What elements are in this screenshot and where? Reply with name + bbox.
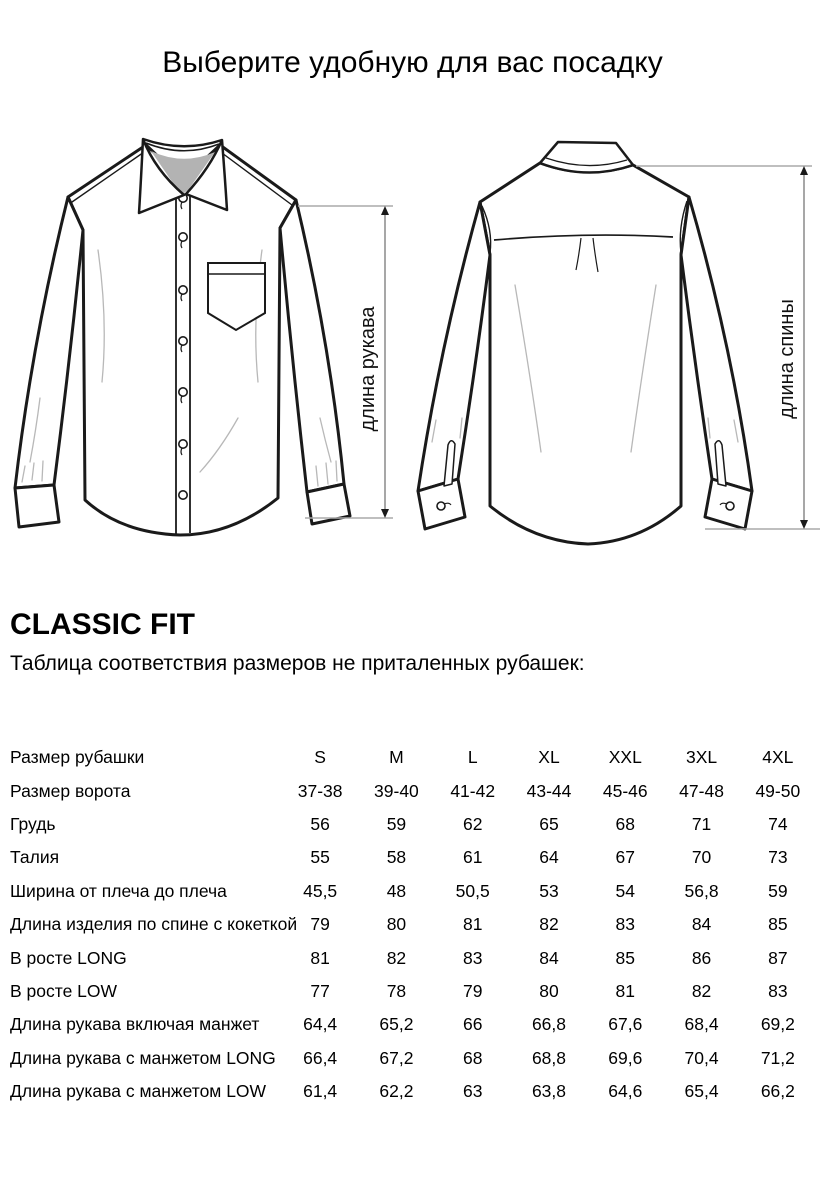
size-table-cell: 82 <box>539 914 559 935</box>
size-table-cell: 64,6 <box>608 1081 643 1102</box>
size-table-row <box>10 1042 816 1075</box>
shirt-back-collar <box>540 142 633 173</box>
shirt-front-diagram <box>0 120 400 600</box>
size-table-row-label: Размер ворота <box>10 780 131 801</box>
size-table-cell: 39-40 <box>374 780 419 801</box>
size-table-cell: 85 <box>768 914 788 935</box>
size-table-cell: 81 <box>310 947 330 968</box>
size-table-cell: 50,5 <box>455 880 490 901</box>
size-table-cell: 77 <box>310 980 330 1001</box>
size-table-cell: 45,5 <box>303 880 338 901</box>
size-table-row <box>10 975 816 1008</box>
size-column-header: S <box>314 747 326 768</box>
size-table-header-label: Размер рубашки <box>10 747 145 768</box>
size-table-cell: 73 <box>768 847 788 868</box>
size-table-cell: 58 <box>386 847 407 868</box>
size-table-cell: 56,8 <box>684 880 719 901</box>
arrow-up-icon <box>800 166 808 175</box>
shirt-front-right-sleeve <box>280 200 344 492</box>
size-table-cell: 45-46 <box>602 780 648 801</box>
size-table-cell: 71 <box>691 813 712 834</box>
size-table-row <box>10 908 816 941</box>
size-table-cell: 56 <box>310 813 330 834</box>
size-table-cell: 83 <box>462 947 483 968</box>
size-table-cell: 68,4 <box>684 1014 719 1035</box>
size-table-cell: 80 <box>539 980 559 1001</box>
arrow-up-icon <box>381 206 389 215</box>
back-length-label: длина спины <box>776 299 798 419</box>
size-table-cell: 63 <box>462 1081 483 1102</box>
size-table-cell: 64,4 <box>303 1014 338 1035</box>
size-table-cell: 85 <box>615 947 636 968</box>
size-table-cell: 80 <box>386 914 407 935</box>
shirt-front-left-sleeve <box>15 197 83 488</box>
size-table-cell: 81 <box>462 914 483 935</box>
size-table-row <box>10 875 816 908</box>
size-table-cell: 59 <box>768 880 788 901</box>
size-table-cell: 47-48 <box>679 780 724 801</box>
size-table-cell: 69,6 <box>608 1047 643 1068</box>
size-table-cell: 49-50 <box>755 780 801 801</box>
size-table-cell: 83 <box>615 914 636 935</box>
size-table-cell: 66,4 <box>303 1047 338 1068</box>
size-table-row-label: Ширина от плеча до плеча <box>10 880 227 901</box>
size-table-cell: 69,2 <box>760 1014 795 1035</box>
size-table-cell: 61 <box>462 847 483 868</box>
size-table-cell: 66,2 <box>760 1081 795 1102</box>
size-table-row <box>10 808 816 841</box>
size-table-row-label: В росте LOW <box>10 980 118 1001</box>
size-table-cell: 63,8 <box>531 1081 567 1102</box>
size-column-header: 3XL <box>685 747 718 768</box>
page-title: Выберите удобную для вас посадку <box>162 46 663 79</box>
size-table-cell: 83 <box>768 980 788 1001</box>
size-column-header: M <box>389 747 404 768</box>
size-table-cell: 78 <box>386 980 407 1001</box>
size-table-cell: 66,8 <box>531 1014 567 1035</box>
shirt-back-right-cuff-button <box>726 502 734 510</box>
size-table-cell: 82 <box>691 980 712 1001</box>
size-table-cell: 59 <box>386 813 407 834</box>
size-table-cell: 68 <box>462 1047 483 1068</box>
size-table-row-label: В росте LONG <box>10 947 127 968</box>
size-table-cell: 82 <box>386 947 407 968</box>
size-table-cell: 81 <box>615 980 636 1001</box>
size-column-header: XXL <box>608 747 642 768</box>
size-table-row-label: Длина рукава с манжетом LOW <box>10 1081 267 1102</box>
size-table-row <box>10 1075 816 1108</box>
size-table-cell: 41-42 <box>450 780 496 801</box>
shirt-back-left-cuff-button <box>437 502 445 510</box>
size-table-cell: 67,6 <box>608 1014 643 1035</box>
size-table-row <box>10 841 816 874</box>
size-column-header: 4XL <box>762 747 794 768</box>
size-table-cell: 54 <box>615 880 636 901</box>
size-table-cell: 86 <box>691 947 712 968</box>
size-column-header: L <box>467 747 478 768</box>
size-table-cell: 79 <box>462 980 483 1001</box>
size-column-header: XL <box>538 747 560 768</box>
size-table-row-label: Длина рукава включая манжет <box>10 1014 260 1035</box>
size-table-cell: 55 <box>310 847 330 868</box>
shirt-back-body <box>480 163 689 544</box>
size-table-cell: 65 <box>539 813 559 834</box>
size-table-cell: 62 <box>462 813 483 834</box>
size-table-cell: 68 <box>615 813 636 834</box>
size-table-cell: 84 <box>539 947 559 968</box>
size-table-row <box>10 1008 816 1041</box>
sleeve-length-label: длина рукава <box>357 306 379 432</box>
size-table-row-label: Грудь <box>10 813 56 834</box>
size-table-cell: 64 <box>539 847 559 868</box>
size-table-cell: 43-44 <box>526 780 572 801</box>
arrow-down-icon <box>800 520 808 529</box>
size-table-cell: 53 <box>539 880 559 901</box>
size-table-cell: 70,4 <box>684 1047 719 1068</box>
size-table-row-label: Длина рукава с манжетом LONG <box>10 1047 276 1068</box>
size-table-header-row <box>10 741 816 774</box>
size-table-cell: 66 <box>462 1014 483 1035</box>
fit-heading: CLASSIC FIT <box>10 608 195 641</box>
table-caption: Таблица соответствия размеров не приталенных рубашек: <box>10 652 585 675</box>
size-table-row-label: Длина изделия по спине с кокеткой <box>10 914 298 935</box>
shirt-front-left-cuff <box>15 485 59 527</box>
shirt-back-diagram <box>400 120 825 600</box>
size-table-cell: 62,2 <box>379 1081 414 1102</box>
size-table-cell: 74 <box>768 813 788 834</box>
size-table-cell: 48 <box>386 880 407 901</box>
arrow-down-icon <box>381 509 389 518</box>
size-table-cell: 65,4 <box>684 1081 719 1102</box>
size-table-cell: 68,8 <box>531 1047 567 1068</box>
size-table-cell: 67 <box>615 847 636 868</box>
size-table-cell: 71,2 <box>760 1047 795 1068</box>
size-table-cell: 65,2 <box>379 1014 414 1035</box>
size-table-row <box>10 941 816 974</box>
size-table-cell: 67,2 <box>379 1047 414 1068</box>
size-table-row-label: Талия <box>10 847 60 868</box>
size-table-cell: 37-38 <box>297 780 343 801</box>
size-table-cell: 87 <box>768 947 788 968</box>
size-table-cell: 84 <box>691 914 712 935</box>
size-table-cell: 79 <box>310 914 330 935</box>
size-table-row <box>10 774 816 807</box>
size-table-cell: 70 <box>691 847 712 868</box>
size-table <box>10 741 816 1108</box>
size-table-cell: 61,4 <box>303 1081 338 1102</box>
